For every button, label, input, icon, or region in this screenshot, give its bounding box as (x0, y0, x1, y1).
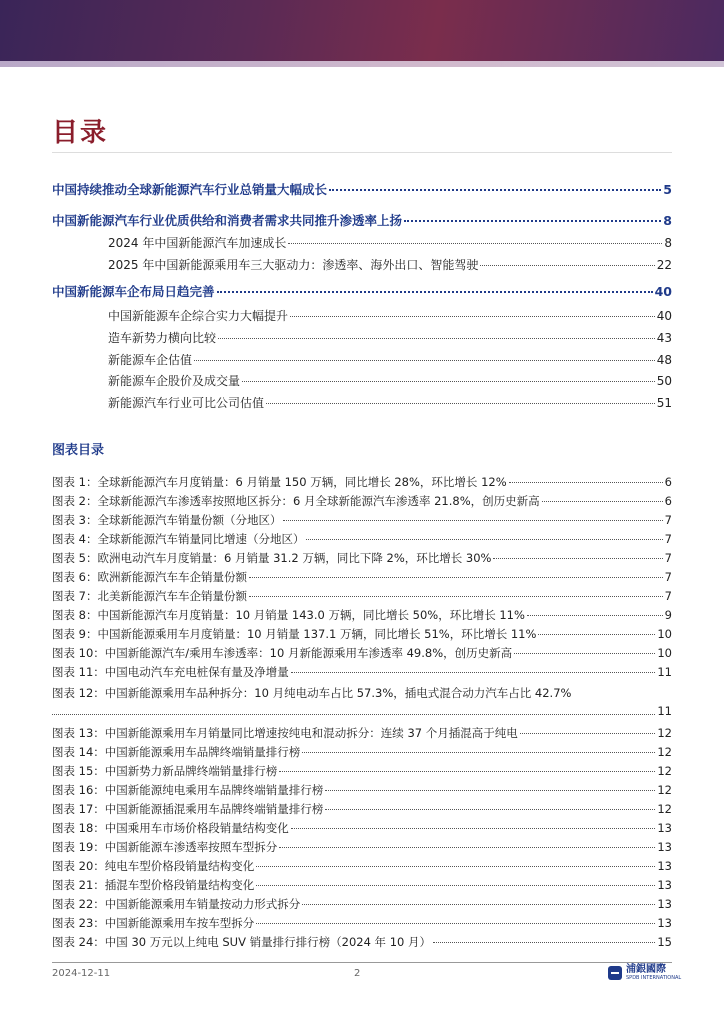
figure-entry[interactable]: 图表 18：中国乘用车市场价格段销量结构变化 13 (52, 821, 672, 835)
figure-entry[interactable]: 图表 15：中国新势力新品牌终端销量排行榜 12 (52, 764, 672, 778)
toc-subentry[interactable]: 新能源车企股价及成交量 50 (108, 374, 672, 388)
figure-entry[interactable]: 图表 17：中国新能源插混乘用车品牌终端销量排行榜 12 (52, 802, 672, 816)
toc-entry[interactable]: 中国新能源车企布局日趋完善 40 (52, 284, 672, 299)
toc-subentry[interactable]: 中国新能源车企综合实力大幅提升 40 (108, 309, 672, 323)
toc-subentry[interactable]: 2025 年中国新能源乘用车三大驱动力：渗透率、海外出口、智能驾驶 22 (108, 258, 672, 272)
footer-divider (52, 962, 672, 963)
figure-entry[interactable]: 图表 12：中国新能源乘用车品种拆分：10 月纯电动车占比 57.3%，插电式混合动力汽车占比 42.7% (52, 686, 572, 700)
figure-entry[interactable]: 图表 6：欧洲新能源汽车车企销量份额 7 (52, 570, 672, 584)
figure-entry[interactable]: 图表 3：全球新能源汽车销量份额（分地区） 7 (52, 513, 672, 527)
figure-entry[interactable]: 图表 22：中国新能源乘用车销量按动力形式拆分 13 (52, 897, 672, 911)
page-title: 目录 (52, 118, 109, 148)
company-logo (608, 965, 681, 981)
logo-icon (608, 966, 622, 980)
toc-subentry[interactable]: 2024 年中国新能源汽车加速成长 8 (108, 236, 672, 250)
figure-entry[interactable]: 图表 10：中国新能源汽车/乘用车渗透率：10 月新能源乘用车渗透率 49.8%，创历史新高 10 (52, 646, 672, 660)
figure-entry[interactable]: 图表 19：中国新能源车渗透率按照车型拆分 13 (52, 840, 672, 854)
figure-entry[interactable]: 图表 14：中国新能源乘用车品牌终端销量排行榜 12 (52, 745, 672, 759)
figure-entry[interactable]: 图表 4：全球新能源汽车销量同比增速（分地区） 7 (52, 532, 672, 546)
toc-entry[interactable]: 中国新能源汽车行业优质供给和消费者需求共同推升渗透率上扬 8 (52, 213, 672, 228)
figure-entry[interactable]: 图表 23：中国新能源乘用车按车型拆分 13 (52, 916, 672, 930)
page-number: 2 (354, 968, 361, 979)
figure-entry[interactable]: 图表 20：纯电车型价格段销量结构变化 13 (52, 859, 672, 873)
figures-heading: 图表目录 (52, 443, 105, 458)
figure-entry[interactable]: 图表 11：中国电动汽车充电桩保有量及净增量 11 (52, 665, 672, 679)
figure-entry[interactable]: 图表 9：中国新能源乘用车月度销量：10 月销量 137.1 万辆，同比增长 51%，环比增长 11% 10 (52, 627, 672, 641)
toc-entry[interactable]: 中国持续推动全球新能源汽车行业总销量大幅成长 5 (52, 182, 672, 197)
figure-entry[interactable]: 图表 1：全球新能源汽车月度销量：6 月销量 150 万辆，同比增长 28%，环比增长 12% 6 (52, 475, 672, 489)
figure-entry[interactable]: 图表 16：中国新能源纯电乘用车品牌终端销量排行榜 12 (52, 783, 672, 797)
figure-entry[interactable]: 图表 5：欧洲电动汽车月度销量：6 月销量 31.2 万辆，同比下降 2%，环比增长 30% 7 (52, 551, 672, 565)
header-banner (0, 0, 724, 67)
figure-entry[interactable]: 图表 21：插混车型价格段销量结构变化 13 (52, 878, 672, 892)
figure-entry[interactable]: 图表 7：北美新能源汽车车企销量份额 7 (52, 589, 672, 603)
footer-date: 2024-12-11 (52, 968, 111, 979)
logo-subtext: SPDB INTERNATIONAL (626, 975, 682, 981)
figure-entry[interactable]: 图表 13：中国新能源乘用车月销量同比增速按纯电和混动拆分：连续 37 个月插混高于纯电 12 (52, 726, 672, 740)
logo-text: 浦銀國際 (626, 964, 666, 975)
figure-entry-continuation: 11 (52, 704, 672, 718)
title-divider (52, 152, 672, 153)
toc-subentry[interactable]: 造车新势力横向比较 43 (108, 331, 672, 345)
toc-subentry[interactable]: 新能源车企估值 48 (108, 353, 672, 367)
figure-entry[interactable]: 图表 2：全球新能源汽车渗透率按照地区拆分：6 月全球新能源汽车渗透率 21.8%，创历史新高 6 (52, 494, 672, 508)
figure-entry[interactable]: 图表 8：中国新能源汽车月度销量：10 月销量 143.0 万辆，同比增长 50%，环比增长 11% 9 (52, 608, 672, 622)
figure-entry[interactable]: 图表 24：中国 30 万元以上纯电 SUV 销量排行排行榜（2024 年 10 月） 15 (52, 935, 672, 949)
toc-subentry[interactable]: 新能源汽车行业可比公司估值 51 (108, 396, 672, 410)
